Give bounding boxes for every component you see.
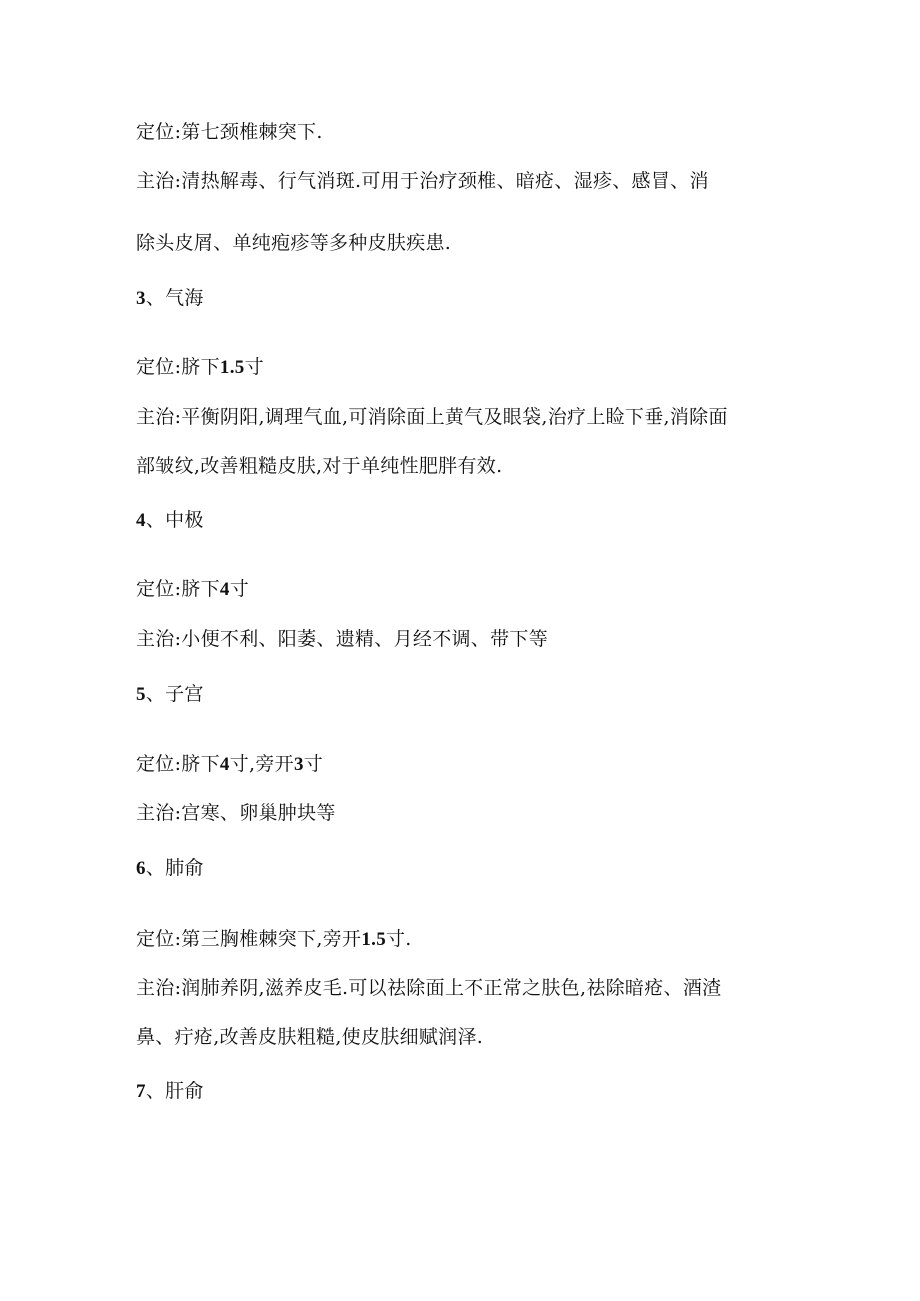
treatment-line-6-1: 主治:润肺养阴,滋养皮毛.可以祛除面上不正常之肤色,祛除暗疮、酒渣	[136, 977, 722, 999]
section-separator: 、	[145, 287, 166, 309]
section-heading-6	[136, 856, 204, 881]
location-value: 4	[219, 579, 230, 600]
section-number: 6	[136, 858, 146, 879]
section-separator: 、	[145, 509, 166, 531]
location-unit: 寸.	[386, 928, 412, 950]
location-line-4	[136, 577, 249, 602]
section-heading-3	[136, 286, 204, 311]
treatment-line-3-1: 主治:平衡阴阳,调理气血,可消除面上黄气及眼袋,治疗上睑下垂,消除面	[136, 406, 728, 428]
location-text: 定位:第三胸椎棘突下,旁开	[136, 928, 362, 950]
section-title: 中极	[165, 509, 204, 531]
section-title: 气海	[165, 287, 204, 309]
section-title: 子宫	[165, 683, 204, 705]
location-value: 1.5	[361, 929, 386, 950]
treatment-line-4-1: 主治:小便不利、阳萎、遗精、月经不调、带下等	[136, 628, 549, 650]
location-unit: 寸	[303, 753, 324, 775]
section-separator: 、	[145, 857, 166, 879]
location-value: 1.5	[219, 357, 245, 378]
location-text: 定位:脐下	[136, 356, 220, 378]
section-number: 5	[136, 684, 146, 705]
location-value: 4	[219, 754, 230, 775]
location-value-2: 3	[293, 754, 304, 775]
location-line-5	[136, 752, 323, 777]
section-heading-4	[136, 508, 204, 533]
section-title: 肺俞	[165, 857, 204, 879]
location-line-prev: 定位:第七颈椎棘突下.	[136, 121, 323, 143]
section-separator: 、	[145, 683, 166, 705]
location-unit: 寸	[229, 578, 250, 600]
location-unit: 寸	[244, 356, 264, 378]
treatment-line-3-2: 部皱纹,改善粗糙皮肤,对于单纯性肥胖有效.	[136, 455, 503, 477]
section-number: 7	[136, 1081, 146, 1102]
section-heading-7	[136, 1079, 204, 1104]
section-heading-5	[136, 682, 204, 707]
location-text: 定位:脐下	[136, 753, 220, 775]
treatment-line-5-1: 主治:宫寒、卵巢肿块等	[136, 802, 336, 824]
location-line-3	[136, 355, 264, 380]
location-text: 定位:脐下	[136, 578, 220, 600]
section-title: 肝俞	[165, 1080, 204, 1102]
location-line-6	[136, 927, 412, 952]
section-number: 3	[136, 288, 146, 309]
treatment-line-prev-1: 主治:清热解毒、行气消斑.可用于治疗颈椎、暗疮、湿疹、感冒、消	[136, 170, 709, 192]
location-text-mid: 寸,旁开	[229, 753, 294, 775]
treatment-line-prev-2: 除头皮屑、单纯疱疹等多种皮肤疾患.	[136, 232, 452, 254]
treatment-line-6-2: 鼻、疔疮,改善皮肤粗糙,使皮肤细赋润泽.	[136, 1026, 484, 1048]
section-number: 4	[136, 510, 146, 531]
section-separator: 、	[145, 1080, 166, 1102]
